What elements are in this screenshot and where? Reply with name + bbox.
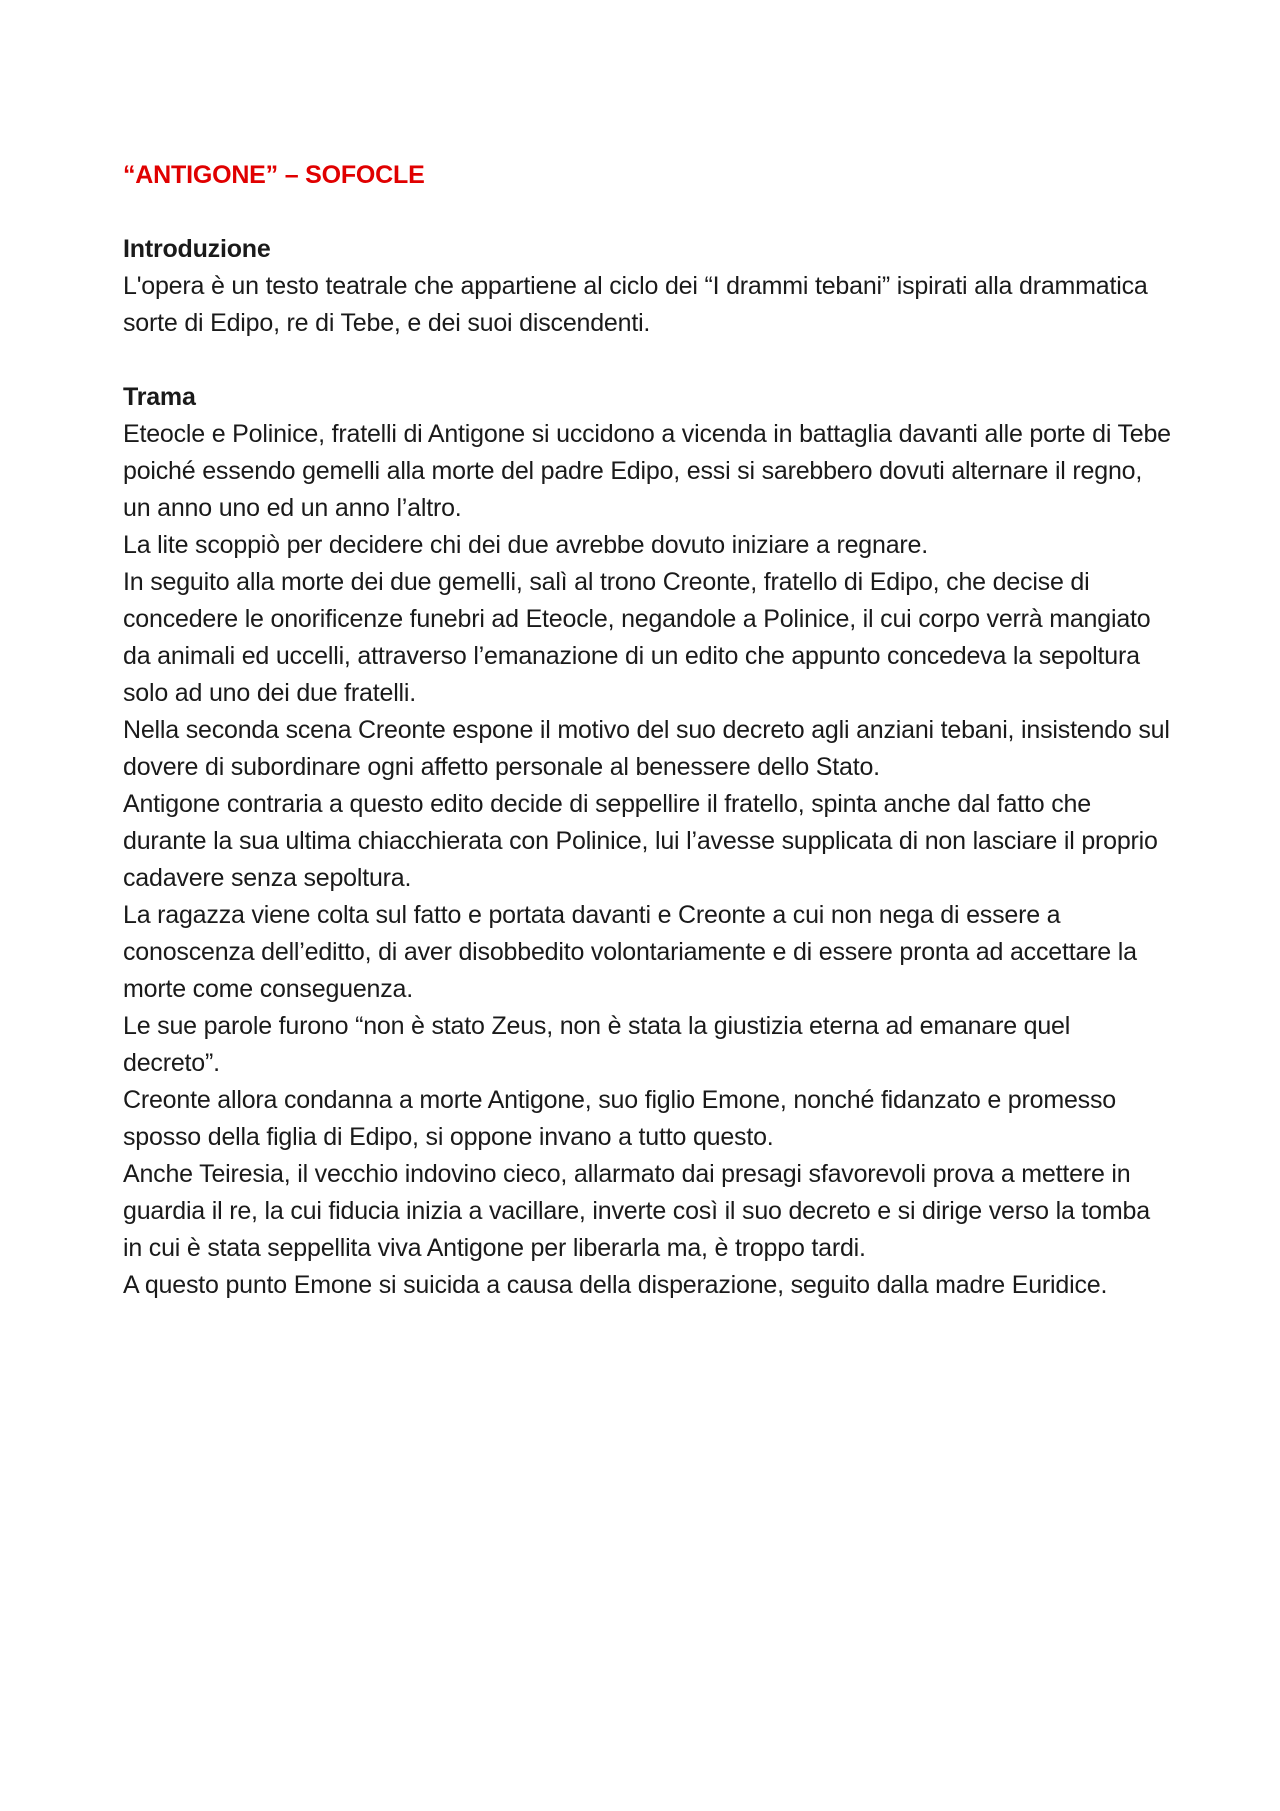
paragraph: In seguito alla morte dei due gemelli, salì al trono Creonte, fratello di Edipo, che decise di concedere le onorificenze funebri ad Eteocle, negandole a Polinice, il cui corpo verrà mangiato da animali ed uccelli, attraverso l’emanazione di un edito che appunto concedeva la sepoltura solo ad uno dei due fratelli. bbox=[123, 568, 1151, 707]
paragraph: La ragazza viene colta sul fatto e portata davanti e Creonte a cui non nega di essere a conoscenza dell’editto, di aver disobbedito volontariamente e di essere pronta ad accettare la morte come conseguenza. bbox=[123, 901, 1137, 1003]
paragraph: Creonte allora condanna a morte Antigone, suo figlio Emone, nonché fidanzato e promesso sposso della figlia di Edipo, si oppone invano a tutto questo. bbox=[123, 1086, 1116, 1151]
document-body bbox=[123, 157, 1173, 1304]
section-heading: Introduzione bbox=[123, 235, 271, 263]
section-trama bbox=[123, 379, 1173, 1304]
spacer bbox=[123, 194, 1173, 231]
paragraph: Nella seconda scena Creonte espone il motivo del suo decreto agli anziani tebani, insistendo sul dovere di subordinare ogni affetto personale al benessere dello Stato. bbox=[123, 716, 1170, 781]
section-introduzione bbox=[123, 231, 1173, 342]
paragraph: Anche Teiresia, il vecchio indovino cieco, allarmato dai presagi sfavorevoli prova a mettere in guardia il re, la cui fiducia inizia a vacillare, inverte così il suo decreto e si dirige verso la tomba in cui è stata seppellita viva Antigone per liberarla ma, è troppo tardi. bbox=[123, 1160, 1150, 1262]
spacer bbox=[123, 342, 1173, 379]
document-title: “ANTIGONE” – SOFOCLE bbox=[123, 161, 425, 189]
paragraph: La lite scoppiò per decidere chi dei due avrebbe dovuto iniziare a regnare. bbox=[123, 531, 928, 559]
paragraph: L'opera è un testo teatrale che appartiene al ciclo dei “I drammi tebani” ispirati alla drammatica sorte di Edipo, re di Tebe, e dei suoi discendenti. bbox=[123, 272, 1148, 337]
section-heading: Trama bbox=[123, 383, 196, 411]
paragraph: A questo punto Emone si suicida a causa della disperazione, seguito dalla madre Euridice. bbox=[123, 1271, 1108, 1299]
paragraph: Antigone contraria a questo edito decide di seppellire il fratello, spinta anche dal fatto che durante la sua ultima chiacchierata con Polinice, lui l’avesse supplicata di non lasciare il proprio cadavere senza sepoltura. bbox=[123, 790, 1158, 892]
paragraph: Le sue parole furono “non è stato Zeus, non è stata la giustizia eterna ad emanare quel decreto”. bbox=[123, 1012, 1071, 1077]
paragraph: Eteocle e Polinice, fratelli di Antigone si uccidono a vicenda in battaglia davanti alle porte di Tebe poiché essendo gemelli alla morte del padre Edipo, essi si sarebbero dovuti alternare il regno, un anno uno ed un anno l’altro. bbox=[123, 420, 1171, 522]
